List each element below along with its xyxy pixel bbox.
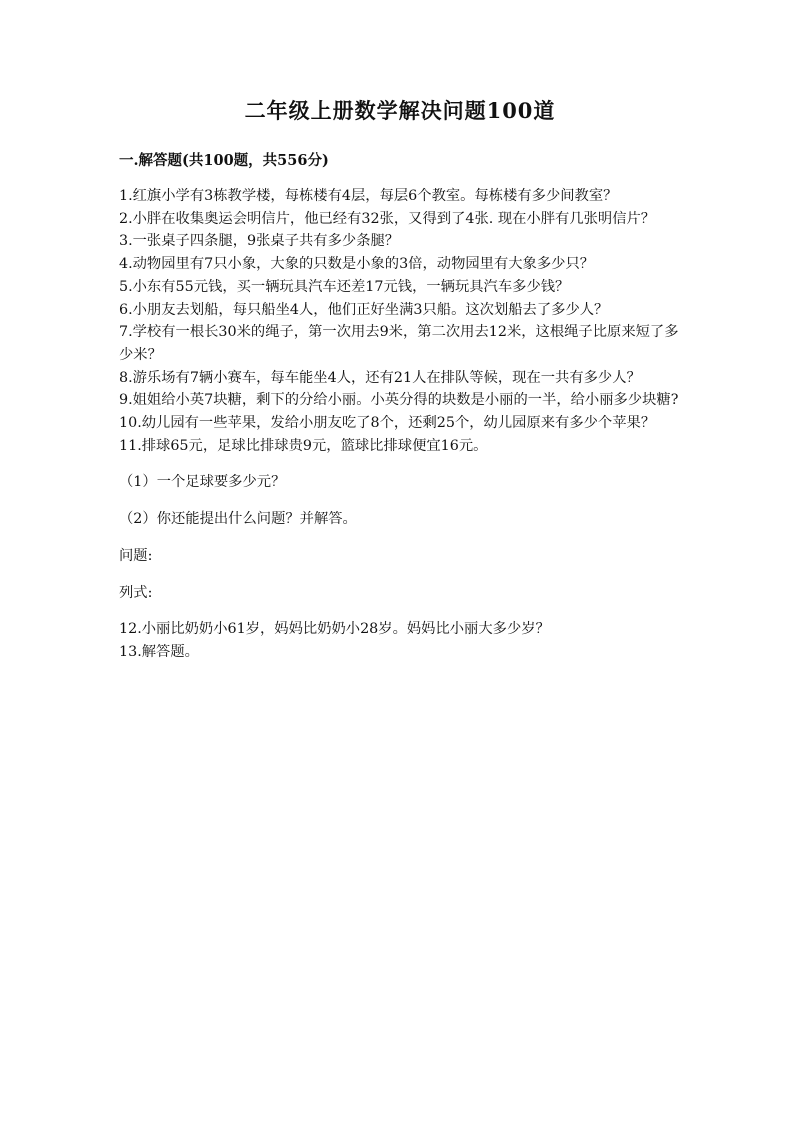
question-6: 6.小朋友去划船，每只船坐4人，他们正好坐满3只船。这次划船去了多少人？ — [119, 301, 609, 318]
question-2: 2.小胖在收集奥运会明信片，他已经有32张，又得到了4张. 现在小胖有几张明信片？ — [119, 210, 656, 227]
question-13: 13.解答题。 — [119, 643, 199, 660]
question-1: 1.红旗小学有3栋教学楼，每栋楼有4层，每层6个教室。每栋楼有多少间教室？ — [119, 188, 618, 204]
question-10: 10.幼儿园有一些苹果，发给小朋友吃了8个，还剩25个，幼儿园原来有多少个苹果？ — [119, 415, 656, 432]
question-9: 9.姐姐给小英7块糖，剩下的分给小丽。小英分得的块数是小丽的一半，给小丽多少块糖? — [119, 392, 679, 409]
question-list — [119, 185, 681, 664]
section-heading: 一.解答题(共100题，共556分) — [119, 152, 329, 169]
answer-label-question: 问题: — [119, 547, 153, 564]
question-8: 8.游乐场有7辆小赛车，每车能坐4人，还有21人在排队等候，现在一共有多少人？ — [119, 369, 641, 386]
question-12: 12.小丽比奶奶小61岁，妈妈比奶奶小28岁。妈妈比小丽大多少岁？ — [119, 621, 550, 638]
answer-label-equation: 列式: — [119, 584, 153, 601]
question-7: 7.学校有一根长30米的绳子，第一次用去9米，第二次用去12米，这根绳子比原来短了多少米？ — [119, 324, 679, 363]
question-4: 4.动物园里有7只小象，大象的只数是小象的3倍，动物园里有大象多少只？ — [119, 256, 595, 273]
page-title: 二年级上册数学解决问题100道 — [244, 98, 556, 123]
question-11-part-2: （2）你还能提出什么问题？并解答。 — [119, 511, 357, 528]
question-11-part-1: （1）一个足球要多少元？ — [119, 474, 286, 491]
question-5: 5.小东有55元钱，买一辆玩具汽车还差17元钱，一辆玩具汽车多少钱？ — [119, 278, 570, 295]
question-11: 11.排球65元，足球比排球贵9元，篮球比排球便宜16元。 — [119, 437, 488, 454]
question-3: 3.一张桌子四条腿，9张桌子共有多少条腿？ — [119, 233, 400, 250]
